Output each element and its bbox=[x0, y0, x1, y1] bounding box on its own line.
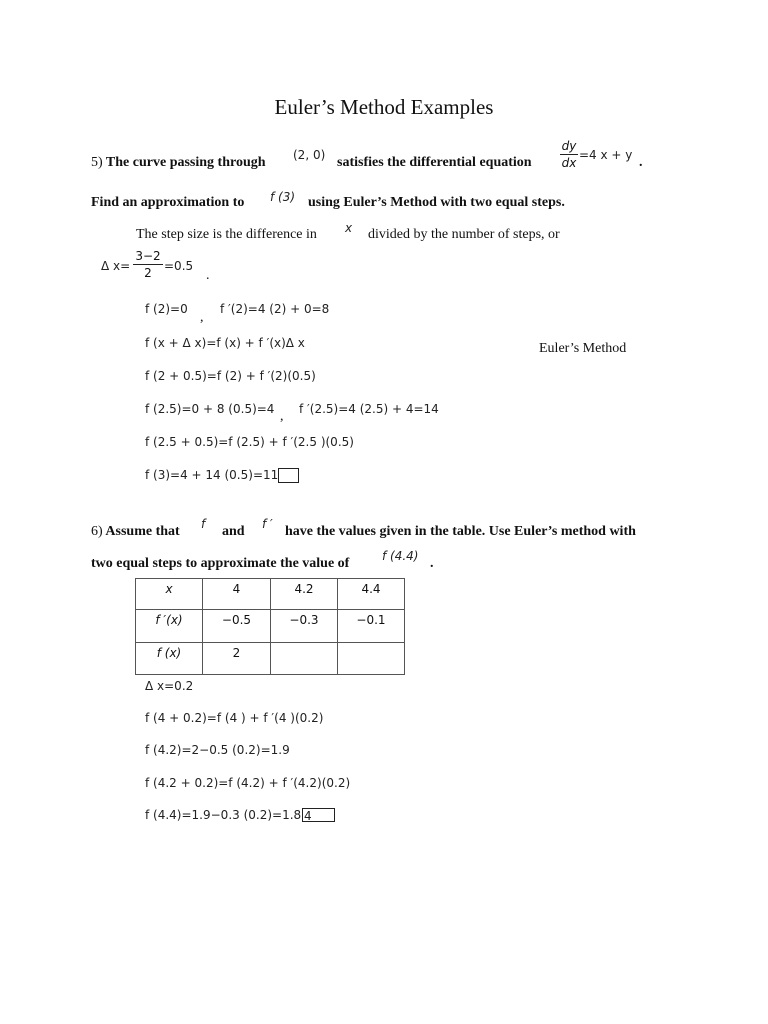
table-cell: 2 bbox=[203, 643, 271, 675]
table-cell: −0.3 bbox=[271, 610, 338, 643]
p6-line2: f (4.2)=2−0.5 (0.2)=1.9 bbox=[145, 743, 290, 757]
answer-box-6: 4 bbox=[302, 808, 335, 822]
method-label: Euler’s Method bbox=[539, 341, 627, 356]
problem-6-two-steps: two equal steps to approximate the value of bbox=[91, 556, 350, 571]
dx-dot: . bbox=[206, 268, 210, 283]
dx-rhs: =0.5 bbox=[164, 259, 194, 273]
p5-line4-comma: , bbox=[280, 409, 284, 424]
deq-period: . bbox=[639, 155, 643, 170]
p6-dx: Δ x=0.2 bbox=[145, 679, 194, 693]
p5-line4b: f ′(2.5)=4 (2.5) + 4=14 bbox=[299, 402, 439, 416]
table-cell: −0.5 bbox=[203, 610, 271, 643]
problem-6-period: . bbox=[430, 556, 434, 571]
problem-6-f: f bbox=[201, 517, 206, 531]
problem-5-target: f (3) bbox=[270, 190, 296, 204]
dx-lhs: Δ x= bbox=[101, 259, 131, 273]
problem-6-have: have the values given in the table. Use Euler’s method with bbox=[285, 524, 636, 539]
p5-line5: f (2.5 + 0.5)=f (2.5) + f ′(2.5 )(0.5) bbox=[145, 435, 354, 449]
answer-box-5 bbox=[278, 468, 299, 483]
table-cell bbox=[338, 643, 405, 675]
table-cell: 4 bbox=[203, 579, 271, 610]
problem-5-number: 5) The curve passing through bbox=[91, 155, 266, 170]
table-cell: x bbox=[136, 579, 203, 610]
problem-6-target: f (4.4) bbox=[382, 549, 419, 563]
p6-line4: f (4.4)=1.9−0.3 (0.2)=1.8 bbox=[145, 808, 302, 822]
table-cell: −0.1 bbox=[338, 610, 405, 643]
step-var: x bbox=[345, 221, 353, 235]
deq-rhs: =4 x + y bbox=[579, 148, 633, 162]
dx-fraction: 3−2 2 bbox=[133, 249, 163, 280]
step-text-b: divided by the number of steps, or bbox=[368, 227, 560, 242]
p5-line4a: f (2.5)=0 + 8 (0.5)=4 bbox=[145, 402, 275, 416]
problem-6-assume: 6) Assume that bbox=[91, 524, 180, 539]
problem-6-and: and bbox=[222, 524, 245, 539]
problem-5-satisfies: satisfies the differential equation bbox=[337, 155, 532, 170]
p5-line1a: f (2)=0 bbox=[145, 302, 188, 316]
p5-line1b: f ′(2)=4 (2) + 0=8 bbox=[220, 302, 330, 316]
values-table bbox=[135, 578, 405, 675]
p6-line1: f (4 + 0.2)=f (4 ) + f ′(4 )(0.2) bbox=[145, 711, 324, 725]
table-cell: 4.4 bbox=[338, 579, 405, 610]
table-cell bbox=[271, 643, 338, 675]
problem-5-point: (2, 0) bbox=[293, 148, 326, 162]
p5-line2: f (x + Δ x)=f (x) + f ′(x)Δ x bbox=[145, 336, 305, 350]
table-cell: f (x) bbox=[136, 643, 203, 675]
p5-line3: f (2 + 0.5)=f (2) + f ′(2)(0.5) bbox=[145, 369, 316, 383]
table-cell: 4.2 bbox=[271, 579, 338, 610]
problem-5-using: using Euler’s Method with two equal steps. bbox=[308, 195, 565, 210]
step-text-a: The step size is the difference in bbox=[136, 227, 317, 242]
p6-line3: f (4.2 + 0.2)=f (4.2) + f ′(4.2)(0.2) bbox=[145, 776, 351, 790]
table-row bbox=[136, 643, 405, 675]
table-cell: f ′(x) bbox=[136, 610, 203, 643]
page-title: Euler’s Method Examples bbox=[274, 95, 494, 119]
problem-5-find: Find an approximation to bbox=[91, 195, 245, 210]
problem-6-fprime: f ′ bbox=[262, 517, 273, 531]
p5-line6: f (3)=4 + 14 (0.5)=11 bbox=[145, 468, 279, 482]
deq-fraction: dy dx bbox=[561, 139, 577, 170]
p5-line1-comma: , bbox=[200, 310, 204, 325]
table-row bbox=[136, 579, 405, 610]
table-row bbox=[136, 610, 405, 643]
